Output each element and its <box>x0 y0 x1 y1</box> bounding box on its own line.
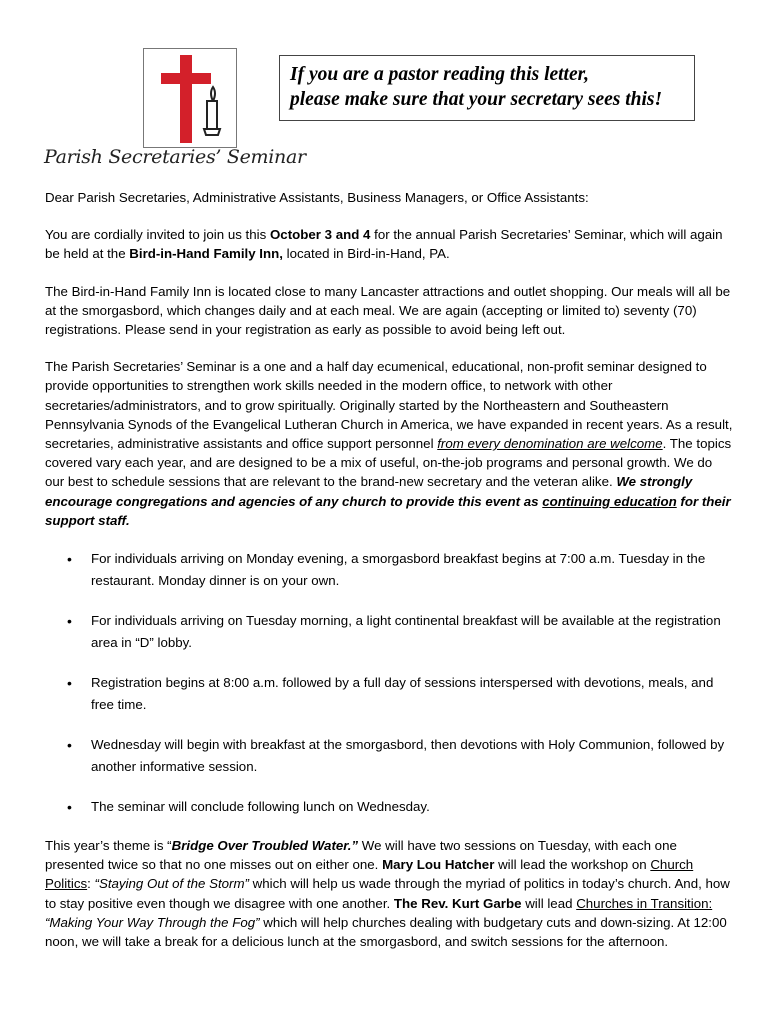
schedule-item: • The seminar will conclude following lunch on Wednesday. <box>45 796 733 818</box>
schedule-item: • Wednesday will begin with breakfast at the smorgasbord, then devotions with Holy Communion, followed by another informative session. <box>45 734 733 778</box>
theme-text: This year’s theme is “ <box>45 838 172 854</box>
venue-name: Bird-in-Hand Family Inn, <box>129 246 283 262</box>
about-paragraph <box>45 357 733 530</box>
topic-church-politics: Church Politics <box>45 857 694 892</box>
pastor-notice <box>279 55 695 121</box>
invite-text: You are cordially invited to join us this <box>45 227 270 243</box>
logo-text: Parish Secretaries’ Seminar <box>44 146 306 168</box>
schedule-item: • For individuals arriving on Monday evening, a smorgasbord breakfast begins at 7:00 a.m. Tuesday in the restaurant. Monday dinner is on your own. <box>45 548 733 592</box>
theme-paragraph <box>45 836 733 951</box>
session-title-storm: “Staying Out of the Storm” <box>94 876 249 892</box>
invite-text: located in Bird-in-Hand, PA. <box>282 246 450 262</box>
cross-icon <box>144 49 236 147</box>
theme-text: will lead <box>521 895 577 911</box>
seminar-dates: October 3 and 4 <box>269 227 371 243</box>
letter-body <box>45 188 733 969</box>
schedule-list <box>45 548 733 818</box>
about-text: The Parish Secretaries’ Seminar is a one and a half day ecumenical, educational, non-profit seminar designed to provide opportunities to strengthen work skills needed in the modern office, to network with other secretaries/administrators, and to grow spiritually. Originally started by the Northeastern and Southeastern Pennsylvania Synods of the Evangelical Lutheran Church in America, we have expanded in recent years. As a result, secretaries, administrative assistants and office support personnel <box>45 359 733 452</box>
session-title-fog: “Making Your Way Through the Fog” <box>45 914 260 930</box>
logo-frame <box>143 48 237 148</box>
schedule-item: • Registration begins at 8:00 a.m. followed by a full day of sessions interspersed with devotions, meals, and free time. <box>45 672 733 716</box>
speaker-garbe: The Rev. Kurt Garbe <box>393 895 522 911</box>
theme-text: which will help churches dealing with budgetary cuts and down-sizing. At 12:00 noon, we will take a break for a delicious lunch at the smorgasbord, and switch sessions for the afternoon. <box>45 914 727 950</box>
welcome-phrase: from every denomination are welcome <box>437 436 663 452</box>
encourage-text: for their support staff. <box>45 493 731 528</box>
invite-paragraph <box>45 225 733 263</box>
theme-text: : <box>87 876 95 892</box>
seminar-logo <box>40 44 306 174</box>
invite-text: for the annual Parish Secretaries’ Seminar, which will again be held at the <box>45 227 723 262</box>
schedule-item: • For individuals arriving on Tuesday morning, a light continental breakfast will be available at the registration area in “D” lobby. <box>45 610 733 654</box>
continuing-education: continuing education <box>542 493 677 509</box>
theme-text: We will have two sessions on Tuesday, with each one presented twice so that no one misses out on either one. <box>45 838 677 873</box>
pastor-notice-line-1: If you are a pastor reading this letter, <box>290 64 590 85</box>
topic-churches-in-transition: Churches in Transition: <box>576 895 713 911</box>
pastor-notice-line-2: please make sure that your secretary sees this! <box>290 89 663 110</box>
theme-name: Bridge Over Troubled Water.” <box>171 838 359 854</box>
salutation: Dear Parish Secretaries, Administrative Assistants, Business Managers, or Office Assistants: <box>45 190 589 205</box>
theme-text: will lead the workshop on <box>494 857 651 873</box>
theme-text: which will help us wade through the myriad of politics in today’s church. And, how to stay positive even though we disagree with one another. <box>45 876 730 911</box>
speaker-hatcher: Mary Lou Hatcher <box>382 857 495 873</box>
encourage-text: We strongly encourage congregations and agencies of any church to provide this event as <box>45 474 693 509</box>
about-text: . The topics covered vary each year, and are designed to be a mix of useful, on-the-job programs and personal growth. We do our best to schedule sessions that are relevant to the brand-new secretary and the veteran alike. <box>45 436 732 490</box>
candle-icon <box>204 87 220 135</box>
location-paragraph: The Bird-in-Hand Family Inn is located close to many Lancaster attractions and outlet shopping. Our meals will all be at the smorgasbord, which changes daily and at each meal. We are again (accepting or limited to) seventy (70) registrations. Please send in your registration as early as possible to avoid being left out. <box>45 283 731 338</box>
